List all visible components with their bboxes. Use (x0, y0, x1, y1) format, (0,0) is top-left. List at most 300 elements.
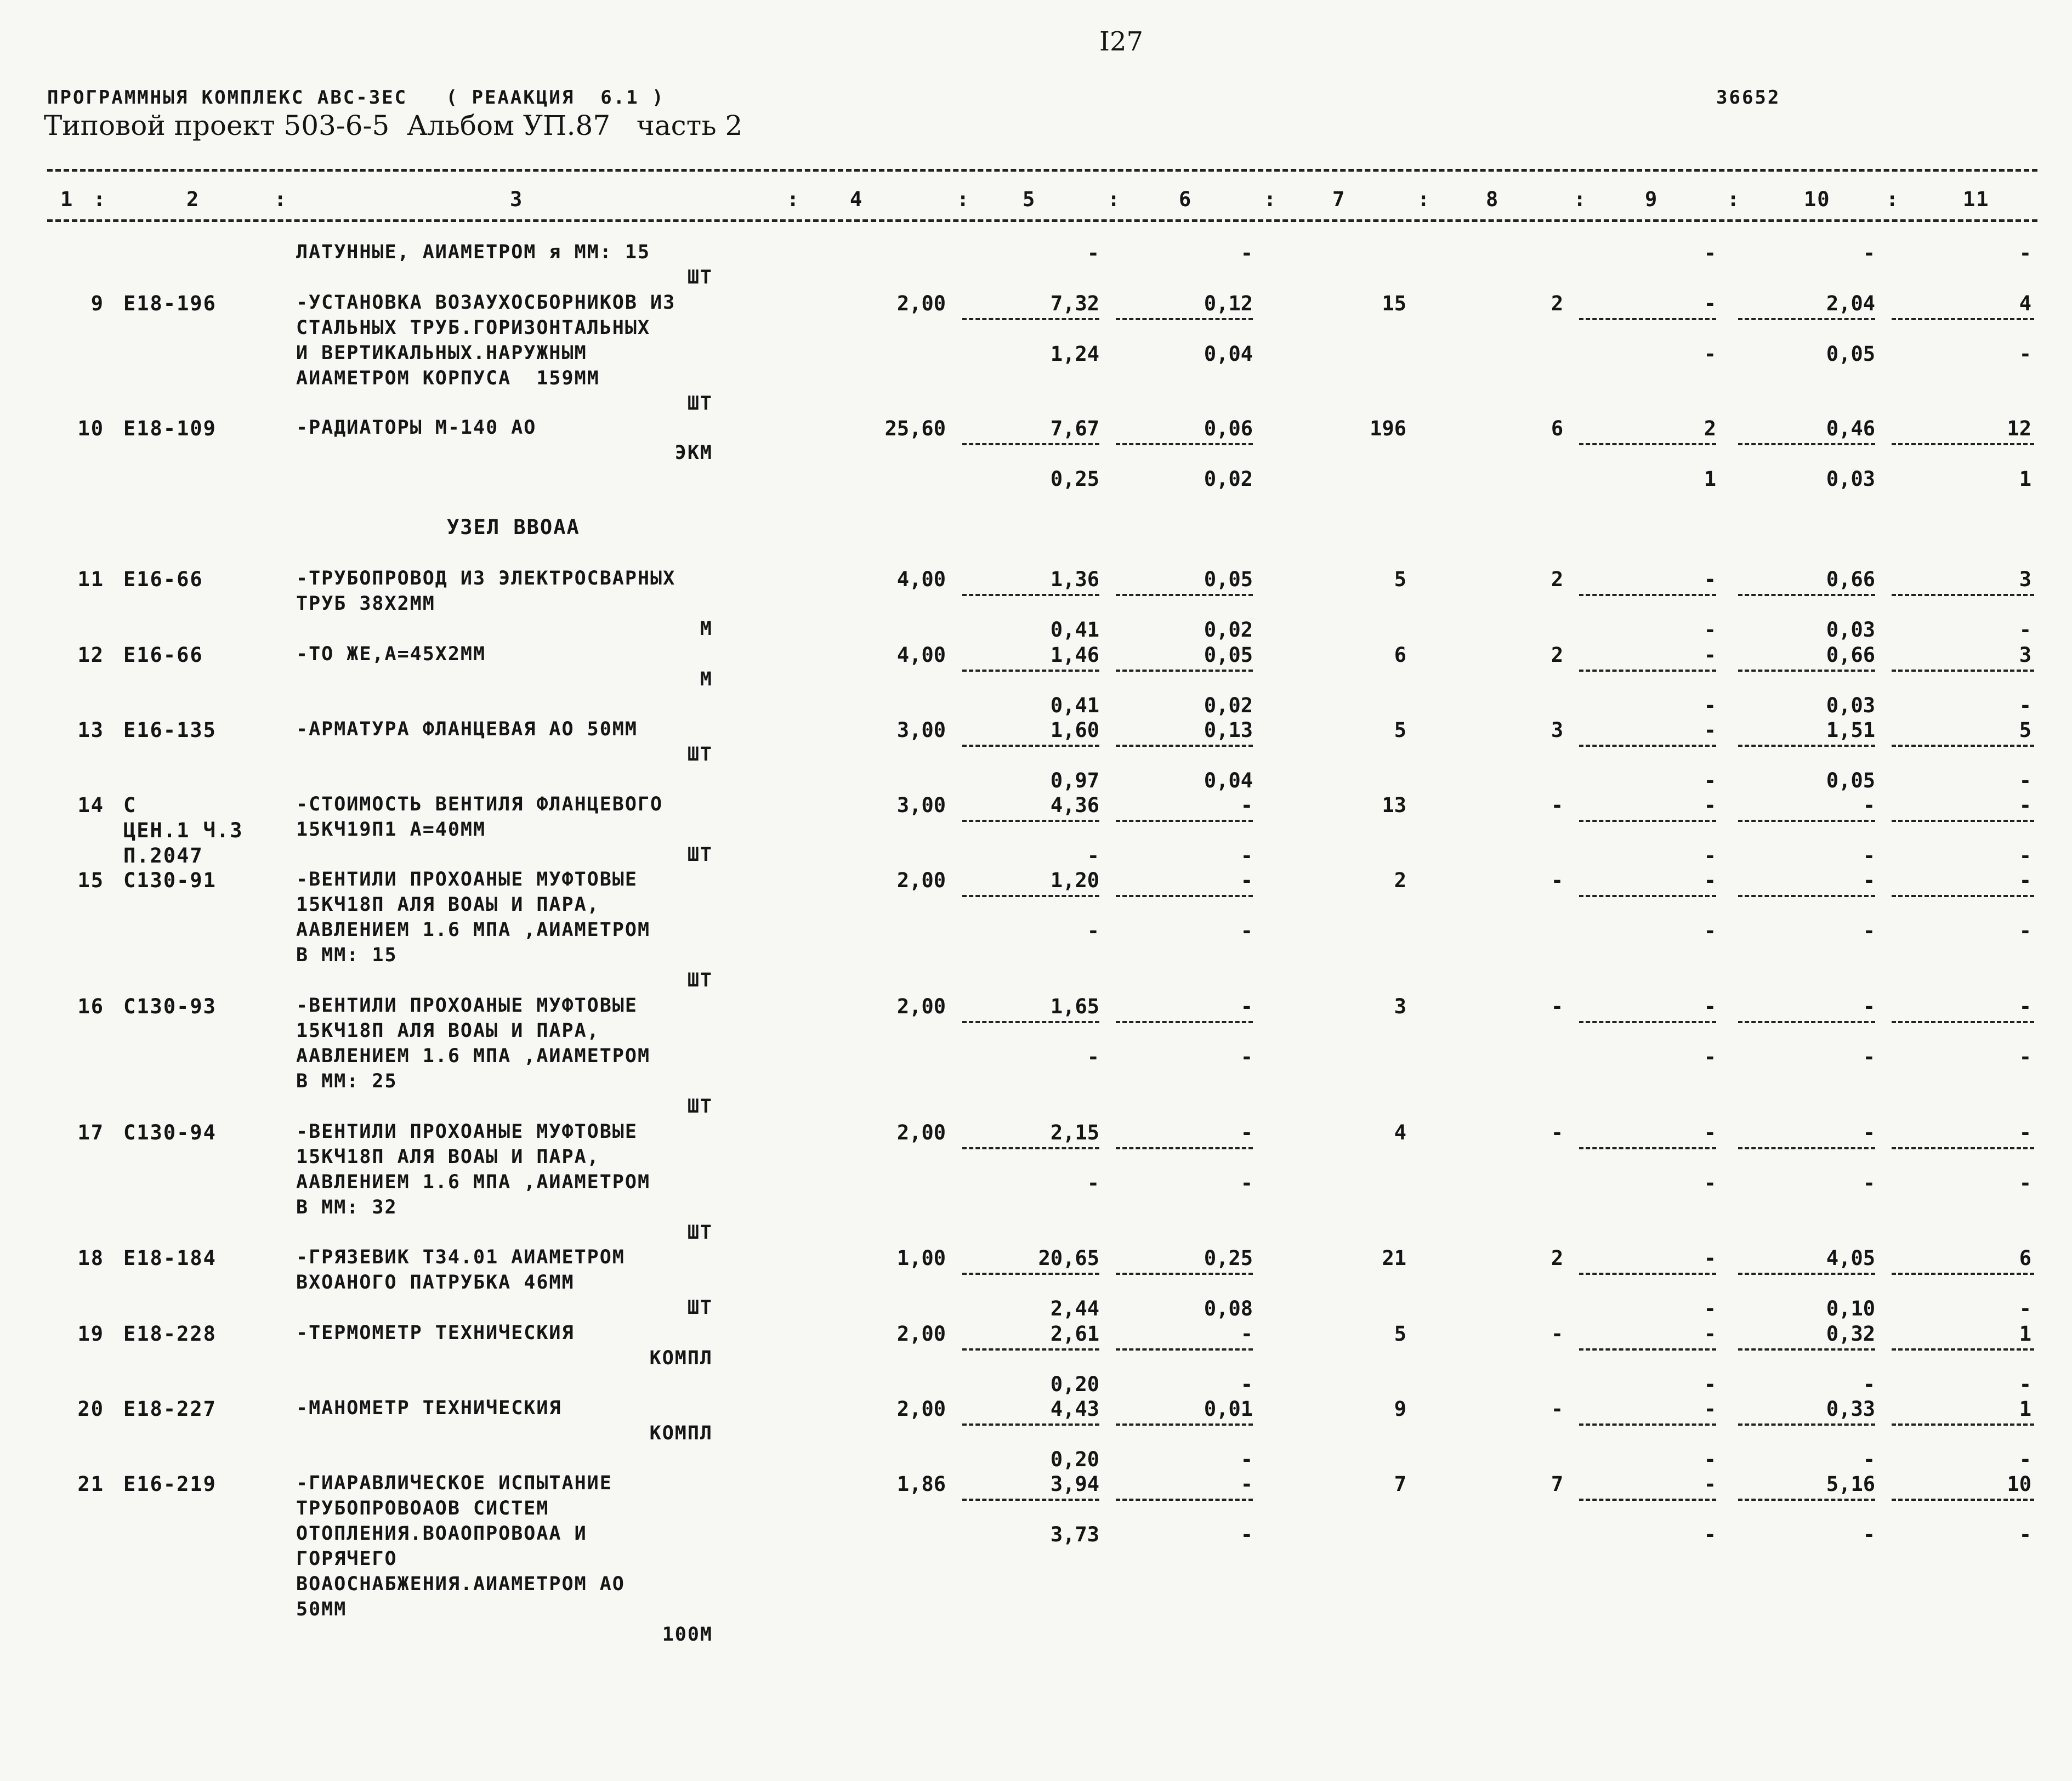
unit-of-measure: ШТ (687, 393, 713, 415)
unit-cost-total: 1,46 (1050, 643, 1099, 667)
quantity: 4,00 (896, 568, 946, 591)
row-number: 19 (77, 1322, 104, 1346)
unit-cost-machines: - (1240, 793, 1253, 817)
total-cost: 5 (1394, 718, 1406, 742)
labor-per-unit: 0,32 (1826, 1322, 1875, 1346)
work-description-line: ВХОАНОГО ПАТРУБКА 46ММ (296, 1272, 575, 1294)
row-number: 10 (77, 417, 104, 440)
labor-machine-total: 1 (2019, 467, 2031, 491)
machine-cost: - (1704, 869, 1716, 892)
unit-cost-total: - (1087, 241, 1099, 265)
price-code: С130-93 (123, 995, 217, 1018)
machine-wage-total: - (1704, 694, 1716, 717)
unit-cost-machines: 0,25 (1204, 1246, 1253, 1270)
project-line: Типовой проект 503-6-5 Альбом УП.87 часть 2 (44, 110, 743, 141)
row-number: 12 (77, 643, 104, 667)
program-line: ПРОГРАММНЫЯ КОМПЛЕКС АВС-3ЕС ( РЕААКЦИЯ 6.1 ) (47, 87, 665, 109)
price-code: ЦЕН.1 Ч.3 (123, 819, 243, 842)
cell-divider (1738, 318, 1875, 320)
cell-divider (1116, 594, 1253, 596)
machine-wage-total: - (1704, 618, 1716, 642)
quantity: 2,00 (896, 292, 946, 315)
cell-divider (1892, 1147, 2034, 1149)
cell-divider (1116, 1147, 1253, 1149)
column-header: 3 (510, 188, 524, 211)
labor-per-unit: 0,66 (1826, 643, 1875, 667)
work-description-line: 15КЧ19П1 А=40ММ (296, 819, 486, 841)
total-cost: 2 (1394, 869, 1406, 892)
work-description-line: 15КЧ18П АЛЯ ВОАЫ И ПАРА, (296, 1146, 600, 1168)
cell-divider (962, 895, 1099, 897)
wage-per-unit: - (1087, 919, 1099, 943)
labor-machine-per-unit: 0,05 (1826, 769, 1875, 792)
cell-divider (1116, 745, 1253, 747)
machine-wage-per-unit: 0,02 (1204, 618, 1253, 642)
labor-total: 3 (2019, 568, 2031, 591)
labor-machine-total: - (2019, 769, 2031, 792)
column-separator: : (1417, 188, 1431, 211)
machine-wage-total: - (1704, 1297, 1716, 1320)
labor-per-unit: 0,33 (1826, 1397, 1875, 1421)
unit-cost-machines: - (1240, 1322, 1253, 1346)
column-header: 8 (1486, 188, 1500, 211)
labor-machine-per-unit: - (1863, 919, 1875, 943)
cell-divider (962, 1423, 1099, 1426)
cell-divider (1892, 443, 2034, 445)
price-code: Е18-227 (123, 1397, 217, 1421)
labor-machine-per-unit: 0,03 (1826, 618, 1875, 642)
quantity: 1,00 (896, 1246, 946, 1270)
machine-wage-per-unit: 0,04 (1204, 769, 1253, 792)
row-number: 15 (77, 869, 104, 892)
work-description-line: -УСТАНОВКА ВОЗАУХОСБОРНИКОВ ИЗ (296, 292, 676, 314)
column-header: 5 (1023, 188, 1036, 211)
cell-divider (1579, 443, 1716, 445)
machine-wage-per-unit: - (1240, 1045, 1253, 1069)
labor-machine-per-unit: - (1863, 1372, 1875, 1396)
labor-per-unit: 4,05 (1826, 1246, 1875, 1270)
work-description-line: -АРМАТУРА ФЛАНЦЕВАЯ АО 50ММ (296, 718, 638, 740)
quantity: 2,00 (896, 1322, 946, 1346)
column-header: 10 (1804, 188, 1831, 211)
labor-machine-per-unit: 0,03 (1826, 694, 1875, 717)
labor-machine-per-unit: - (1863, 1045, 1875, 1069)
cell-divider (1116, 1348, 1253, 1351)
quantity: 3,00 (896, 718, 946, 742)
unit-of-measure: М (700, 618, 713, 640)
price-code: Е16-66 (123, 568, 203, 591)
work-description-line: АИАМЕТРОМ КОРПУСА 159ММ (296, 367, 600, 389)
cell-divider (1579, 820, 1716, 822)
price-code: С (123, 793, 137, 817)
labor-machine-total: - (2019, 1372, 2031, 1396)
cell-divider (1892, 594, 2034, 596)
cell-divider (1579, 594, 1716, 596)
unit-cost-total: 2,61 (1050, 1322, 1099, 1346)
machine-wage-total: - (1704, 919, 1716, 943)
machine-wage-per-unit: 0,04 (1204, 342, 1253, 366)
column-header: 4 (850, 188, 864, 211)
cell-divider (1738, 443, 1875, 445)
labor-per-unit: 5,16 (1826, 1472, 1875, 1496)
column-header: 7 (1332, 188, 1346, 211)
column-separator: : (274, 188, 288, 211)
cell-divider (1738, 1348, 1875, 1351)
machine-wage-per-unit: - (1240, 844, 1253, 867)
section-title: УЗЕЛ ВВОАА (447, 515, 580, 539)
labor-total: - (2019, 241, 2031, 265)
labor-machine-per-unit: - (1863, 844, 1875, 867)
unit-of-measure: ШТ (687, 1297, 713, 1319)
row-number: 11 (77, 568, 104, 591)
unit-cost-total: 3,94 (1050, 1472, 1099, 1496)
wage-per-unit: 0,25 (1050, 467, 1099, 491)
work-description-line: И ВЕРТИКАЛЬНЫХ.НАРУЖНЫМ (296, 342, 587, 364)
unit-cost-total: 4,36 (1050, 793, 1099, 817)
machine-cost: - (1704, 643, 1716, 667)
unit-of-measure: ЭКМ (674, 442, 713, 464)
price-code: Е16-219 (123, 1472, 217, 1496)
labor-machine-per-unit: - (1863, 1171, 1875, 1195)
column-separator: : (1727, 188, 1741, 211)
labor-machine-total: - (2019, 1448, 2031, 1471)
machine-wage-per-unit: - (1240, 1372, 1253, 1396)
cell-divider (1892, 1348, 2034, 1351)
row-number: 16 (77, 995, 104, 1018)
quantity: 2,00 (896, 995, 946, 1018)
cell-divider (962, 318, 1099, 320)
unit-of-measure: 100М (662, 1624, 713, 1646)
quantity: 4,00 (896, 643, 946, 667)
labor-per-unit: - (1863, 793, 1875, 817)
row-number: 13 (77, 718, 104, 742)
machine-cost: 2 (1704, 417, 1716, 440)
machine-wage-per-unit: - (1240, 1448, 1253, 1471)
cell-divider (1738, 820, 1875, 822)
column-header: 6 (1179, 188, 1193, 211)
labor-machine-per-unit: - (1863, 1448, 1875, 1471)
unit-cost-total: 4,43 (1050, 1397, 1099, 1421)
total-cost: 5 (1394, 568, 1406, 591)
labor-machine-total: - (2019, 1045, 2031, 1069)
machine-cost: - (1704, 1397, 1716, 1421)
header-bottom-rule (47, 219, 2037, 222)
cell-divider (1738, 1147, 1875, 1149)
cell-divider (1579, 895, 1716, 897)
total-cost: 6 (1394, 643, 1406, 667)
labor-machine-total: - (2019, 844, 2031, 867)
column-header: 2 (186, 188, 200, 211)
row-number: 20 (77, 1397, 104, 1421)
row-number: 9 (90, 292, 104, 315)
unit-cost-machines: 0,05 (1204, 568, 1253, 591)
table-top-rule (47, 169, 2037, 172)
machine-cost: - (1704, 1472, 1716, 1496)
total-cost: 4 (1394, 1121, 1406, 1144)
labor-machine-per-unit: 0,03 (1826, 467, 1875, 491)
unit-cost-machines: 0,12 (1204, 292, 1253, 315)
unit-cost-total: 1,20 (1050, 869, 1099, 892)
wages-total: 7 (1551, 1472, 1564, 1496)
wage-per-unit: 0,20 (1050, 1372, 1099, 1396)
cell-divider (1116, 318, 1253, 320)
work-description-line: СТАЛЬНЫХ ТРУБ.ГОРИЗОНТАЛЬНЫХ (296, 317, 651, 339)
wages-total: - (1551, 793, 1564, 817)
wages-total: - (1551, 1322, 1564, 1346)
machine-wage-per-unit: - (1240, 919, 1253, 943)
wage-per-unit: 2,44 (1050, 1297, 1099, 1320)
machine-cost: - (1704, 292, 1716, 315)
cell-divider (962, 1273, 1099, 1275)
cell-divider (962, 1499, 1099, 1501)
price-code: П.2047 (123, 844, 203, 867)
work-description-line: -ВЕНТИЛИ ПРОХОАНЫЕ МУФТОВЫЕ (296, 869, 638, 890)
unit-cost-machines: - (1240, 1121, 1253, 1144)
cell-divider (1892, 1273, 2034, 1275)
row-number: 17 (77, 1121, 104, 1144)
cell-divider (962, 745, 1099, 747)
wage-per-unit: 0,41 (1050, 618, 1099, 642)
column-separator: : (1264, 188, 1278, 211)
wage-per-unit: 3,73 (1050, 1523, 1099, 1546)
work-description-line: -ТО ЖЕ,А=45Х2ММ (296, 643, 486, 665)
wage-per-unit: - (1087, 844, 1099, 867)
labor-per-unit: - (1863, 1121, 1875, 1144)
work-description-line: -ВЕНТИЛИ ПРОХОАНЫЕ МУФТОВЫЕ (296, 995, 638, 1017)
unit-cost-machines: 0,01 (1204, 1397, 1253, 1421)
machine-cost: - (1704, 1322, 1716, 1346)
unit-cost-total: 1,65 (1050, 995, 1099, 1018)
labor-machine-total: - (2019, 919, 2031, 943)
cell-divider (1579, 1348, 1716, 1351)
work-description-line: -ТРУБОПРОВОД ИЗ ЭЛЕКТРОСВАРНЫХ (296, 568, 676, 589)
price-code: Е16-66 (123, 643, 203, 667)
price-code: Е16-135 (123, 718, 217, 742)
machine-wage-total: - (1704, 1171, 1716, 1195)
cell-divider (962, 1021, 1099, 1023)
cell-divider (1116, 1273, 1253, 1275)
cell-divider (1892, 1499, 2034, 1501)
cell-divider (1579, 670, 1716, 672)
work-description-line: -ГИАРАВЛИЧЕСКОЕ ИСПЫТАНИЕ (296, 1472, 612, 1494)
cell-divider (1579, 1273, 1716, 1275)
cell-divider (962, 594, 1099, 596)
quantity: 3,00 (896, 793, 946, 817)
work-description-line: В ММ: 15 (296, 944, 398, 966)
wages-total: 2 (1551, 568, 1564, 591)
labor-machine-total: - (2019, 694, 2031, 717)
machine-cost: - (1704, 241, 1716, 265)
cell-divider (1579, 318, 1716, 320)
column-separator: : (957, 188, 970, 211)
price-code: Е18-109 (123, 417, 217, 440)
machine-cost: - (1704, 995, 1716, 1018)
machine-cost: - (1704, 793, 1716, 817)
wages-total: 3 (1551, 718, 1564, 742)
cell-divider (1892, 820, 2034, 822)
unit-of-measure: ШТ (687, 844, 713, 866)
wages-total: 2 (1551, 1246, 1564, 1270)
cell-divider (1579, 745, 1716, 747)
machine-wage-per-unit: 0,02 (1204, 467, 1253, 491)
unit-of-measure: М (700, 668, 713, 690)
cell-divider (1579, 1423, 1716, 1426)
wage-per-unit: - (1087, 1171, 1099, 1195)
column-separator: : (93, 188, 107, 211)
labor-machine-total: - (2019, 1523, 2031, 1546)
cell-divider (1738, 1423, 1875, 1426)
unit-cost-machines: 0,13 (1204, 718, 1253, 742)
cell-divider (962, 443, 1099, 445)
labor-per-unit: 0,46 (1826, 417, 1875, 440)
wages-total: - (1551, 1397, 1564, 1421)
cell-divider (1738, 670, 1875, 672)
cell-divider (1579, 1499, 1716, 1501)
unit-cost-machines: 0,06 (1204, 417, 1253, 440)
cell-divider (1579, 1021, 1716, 1023)
cell-divider (1892, 895, 2034, 897)
cell-divider (1116, 820, 1253, 822)
labor-machine-total: - (2019, 618, 2031, 642)
unit-cost-machines: - (1240, 1472, 1253, 1496)
total-cost: 196 (1370, 417, 1406, 440)
row-number: 21 (77, 1472, 104, 1496)
wages-total: - (1551, 995, 1564, 1018)
labor-machine-total: - (2019, 342, 2031, 366)
labor-machine-per-unit: 0,10 (1826, 1297, 1875, 1320)
cell-divider (1116, 1021, 1253, 1023)
cell-divider (962, 820, 1099, 822)
labor-per-unit: - (1863, 869, 1875, 892)
total-cost: 7 (1394, 1472, 1406, 1496)
unit-cost-machines: 0,05 (1204, 643, 1253, 667)
labor-total: 4 (2019, 292, 2031, 315)
unit-cost-total: 7,67 (1050, 417, 1099, 440)
work-description-line: ТРУБ 38Х2ММ (296, 593, 435, 615)
wages-total: 6 (1551, 417, 1564, 440)
labor-machine-total: - (2019, 1297, 2031, 1320)
machine-wage-total: - (1704, 1372, 1716, 1396)
wages-total: - (1551, 869, 1564, 892)
labor-total: - (2019, 869, 2031, 892)
unit-of-measure: ШТ (687, 969, 713, 991)
unit-cost-total: 20,65 (1038, 1246, 1099, 1270)
labor-total: 5 (2019, 718, 2031, 742)
work-description-line: 50ММ (296, 1598, 347, 1620)
work-description-line: В ММ: 25 (296, 1070, 398, 1092)
total-cost: 5 (1394, 1322, 1406, 1346)
labor-total: - (2019, 995, 2031, 1018)
wage-per-unit: 0,97 (1050, 769, 1099, 792)
unit-cost-machines: - (1240, 995, 1253, 1018)
cell-divider (1892, 670, 2034, 672)
machine-cost: - (1704, 568, 1716, 591)
labor-per-unit: - (1863, 995, 1875, 1018)
unit-of-measure: КОМПЛ (649, 1422, 713, 1444)
column-separator: : (1108, 188, 1121, 211)
total-cost: 3 (1394, 995, 1406, 1018)
cell-divider (962, 1348, 1099, 1351)
total-cost: 21 (1382, 1246, 1406, 1270)
unit-of-measure: ШТ (687, 1222, 713, 1244)
work-description-line: -ГРЯЗЕВИК Т34.01 АИАМЕТРОМ (296, 1246, 625, 1268)
quantity: 2,00 (896, 1121, 946, 1144)
quantity: 1,86 (896, 1472, 946, 1496)
work-description-line: 15КЧ18П АЛЯ ВОАЫ И ПАРА, (296, 894, 600, 916)
machine-cost: - (1704, 1246, 1716, 1270)
work-description-line: ААВЛЕНИЕМ 1.6 МПА ,АИАМЕТРОМ (296, 1045, 651, 1067)
price-code: Е18-184 (123, 1246, 217, 1270)
unit-cost-total: 7,32 (1050, 292, 1099, 315)
machine-wage-total: - (1704, 1448, 1716, 1471)
column-separator: : (1886, 188, 1900, 211)
machine-wage-total: 1 (1704, 467, 1716, 491)
unit-cost-total: 1,36 (1050, 568, 1099, 591)
work-description-line: ААВЛЕНИЕМ 1.6 МПА ,АИАМЕТРОМ (296, 1171, 651, 1193)
row-number: 18 (77, 1246, 104, 1270)
labor-total: - (2019, 793, 2031, 817)
work-description-line: ОТОПЛЕНИЯ.ВОАОПРОВОАА И (296, 1523, 587, 1545)
labor-machine-per-unit: - (1863, 1523, 1875, 1546)
cell-divider (1579, 1147, 1716, 1149)
labor-per-unit: 1,51 (1826, 718, 1875, 742)
price-code: С130-94 (123, 1121, 217, 1144)
wage-per-unit: 0,20 (1050, 1448, 1099, 1471)
machine-wage-total: - (1704, 769, 1716, 792)
labor-total: - (2019, 1121, 2031, 1144)
price-code: С130-91 (123, 869, 217, 892)
machine-wage-total: - (1704, 1045, 1716, 1069)
unit-of-measure: ШТ (687, 744, 713, 765)
cell-divider (1892, 1423, 2034, 1426)
cell-divider (1738, 745, 1875, 747)
labor-total: 3 (2019, 643, 2031, 667)
machine-cost: - (1704, 1121, 1716, 1144)
work-description-line: 15КЧ18П АЛЯ ВОАЫ И ПАРА, (296, 1020, 600, 1042)
labor-per-unit: 2,04 (1826, 292, 1875, 315)
cell-divider (1892, 318, 2034, 320)
labor-machine-total: - (2019, 1171, 2031, 1195)
column-separator: : (1574, 188, 1587, 211)
work-description-line: -СТОИМОСТЬ ВЕНТИЛЯ ФЛАНЦЕВОГО (296, 793, 663, 815)
labor-total: 10 (2007, 1472, 2031, 1496)
cell-divider (1116, 1423, 1253, 1426)
wages-total: - (1551, 1121, 1564, 1144)
machine-wage-per-unit: - (1240, 1171, 1253, 1195)
cell-divider (1738, 895, 1875, 897)
price-code: Е18-228 (123, 1322, 217, 1346)
wage-per-unit: - (1087, 1045, 1099, 1069)
machine-wage-total: - (1704, 342, 1716, 366)
unit-cost-machines: - (1240, 241, 1253, 265)
cell-divider (1738, 1499, 1875, 1501)
labor-per-unit: - (1863, 241, 1875, 265)
cell-divider (962, 1147, 1099, 1149)
quantity: 2,00 (896, 1397, 946, 1421)
total-cost: 13 (1382, 793, 1406, 817)
labor-total: 6 (2019, 1246, 2031, 1270)
wages-total: 2 (1551, 292, 1564, 315)
price-code: Е18-196 (123, 292, 217, 315)
unit-of-measure: КОМПЛ (649, 1347, 713, 1369)
unit-of-measure: ШТ (687, 1096, 713, 1118)
quantity: 25,60 (884, 417, 946, 440)
cell-divider (962, 670, 1099, 672)
machine-cost: - (1704, 718, 1716, 742)
page-number: I27 (1099, 26, 1144, 57)
column-separator: : (787, 188, 801, 211)
unit-of-measure: ШТ (687, 266, 713, 288)
